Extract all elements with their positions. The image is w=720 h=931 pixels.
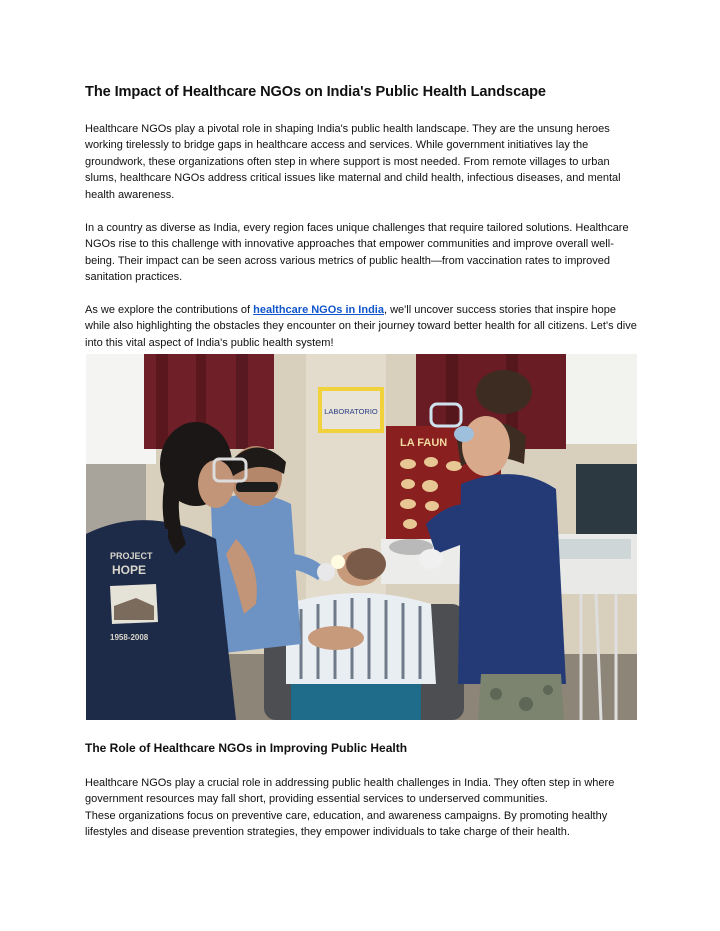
shirt-text-hope: HOPE bbox=[112, 563, 147, 577]
page-title: The Impact of Healthcare NGOs on India's Public Health Landscape bbox=[85, 84, 546, 100]
section-heading: The Role of Healthcare NGOs in Improving Public Health bbox=[85, 741, 408, 755]
role-paragraph-line-2: These organizations focus on preventive care, education, and awareness campaigns. By promoting healthy lifestyles and disease prevention strategies, they empower individuals to take charge of their health. bbox=[85, 809, 608, 839]
role-paragraph bbox=[85, 775, 641, 841]
explore-paragraph bbox=[85, 302, 641, 351]
poster-text: LA FAUN bbox=[400, 437, 448, 449]
diversity-paragraph: In a country as diverse as India, every region faces unique challenges that require tailored solutions. Healthcare NGOs rise to this challenge with innovative approaches that empower communities and improve overall well-being. Their impact can be seen across various metrics of public health—from vaccination rates to improved sanitation practices. bbox=[85, 222, 629, 284]
shirt-text-years: 1958-2008 bbox=[110, 633, 149, 642]
intro-paragraph: Healthcare NGOs play a pivotal role in shaping India's public health landscape. They are the unsung heroes working tirelessly to bridge gaps in healthcare access and services. While government initiatives lay the groundwork, these organizations often step in where support is most needed. From remote villages to urban slums, healthcare NGOs address critical issues like maternal and child health, infectious diseases, and mental health awareness. bbox=[85, 123, 621, 201]
healthcare-ngos-link[interactable]: healthcare NGOs in India bbox=[253, 304, 384, 316]
explore-text-after-link: , we'll uncover success stories that inspire hope while also highlighting the obstacles they encounter on their journey toward better health for all citizens. Let's dive into this vital aspect of India's public health system! bbox=[85, 304, 637, 349]
shirt-text-project: PROJECT bbox=[110, 551, 153, 561]
explore-text-before-link: As we explore the contributions of bbox=[85, 304, 254, 316]
role-paragraph-line-1: Healthcare NGOs play a crucial role in addressing public health challenges in India. They often step in where government resources may fall short, providing essential services to underserved communities. bbox=[85, 777, 615, 806]
dental-clinic-photo bbox=[86, 354, 637, 720]
laboratorio-sign-text: LABORATORIO bbox=[324, 407, 378, 416]
